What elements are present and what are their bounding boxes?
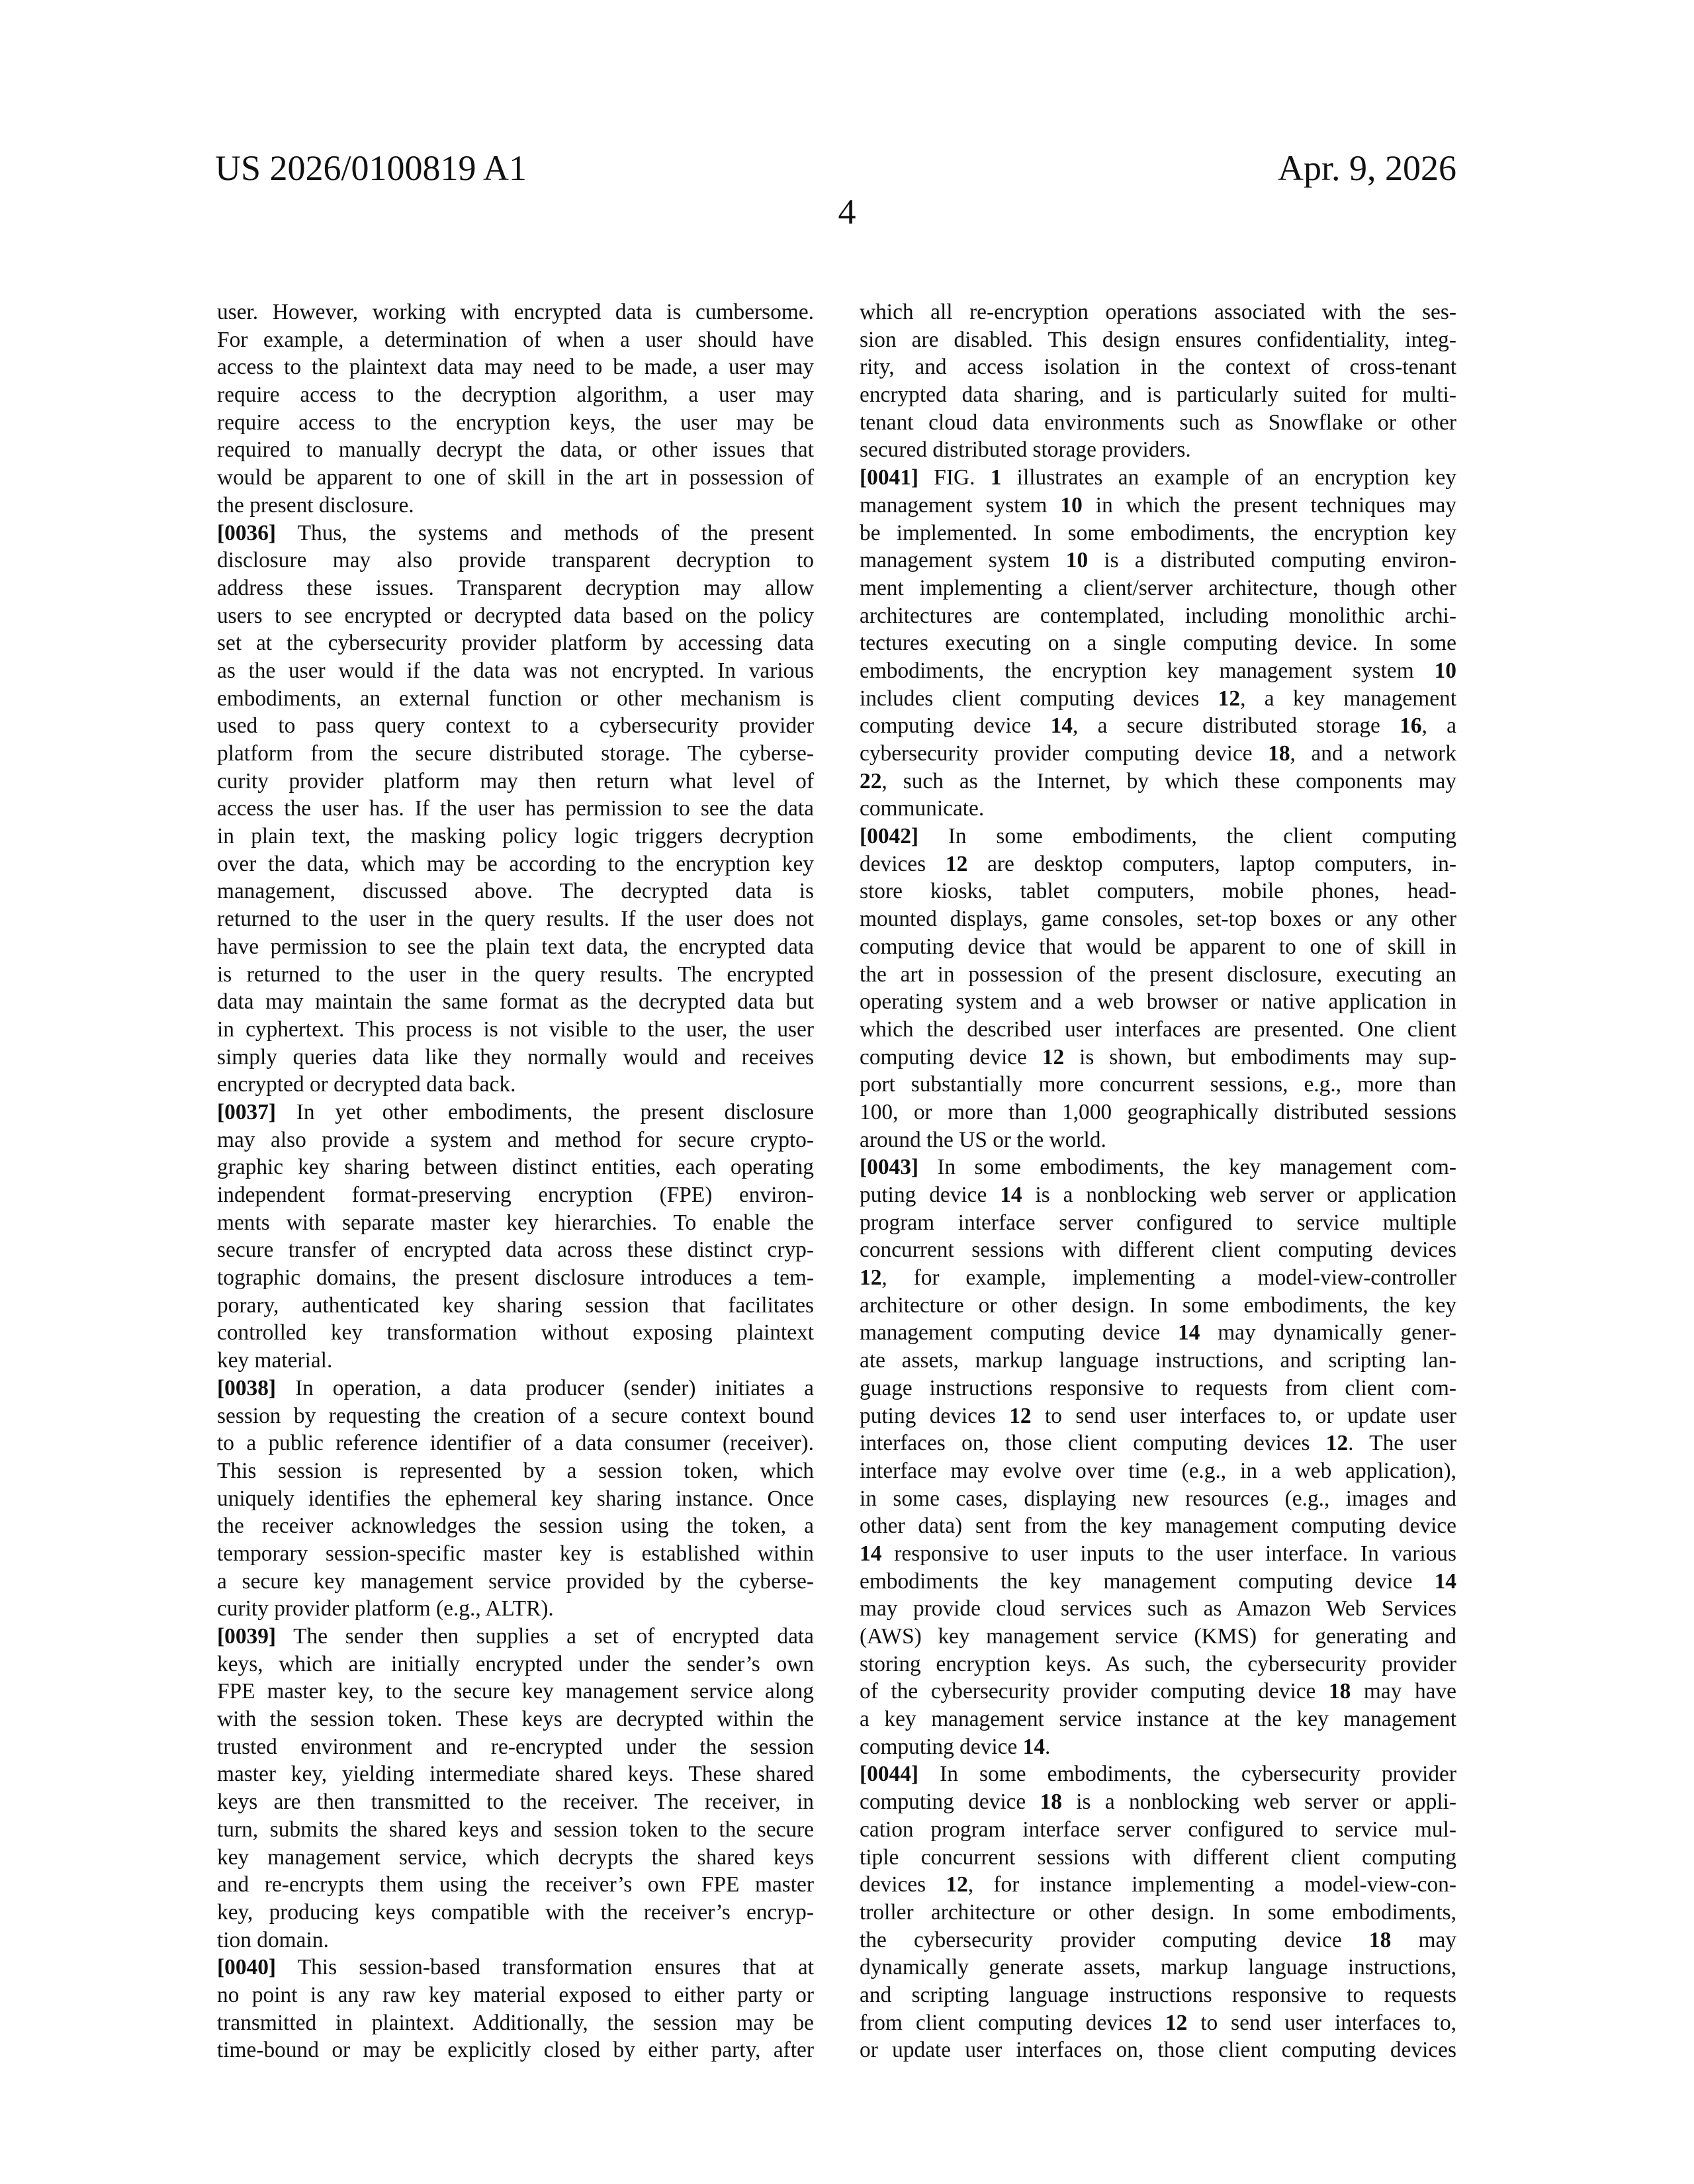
text-line	[860, 326, 1456, 354]
line-text: in some cases, displaying new resources (e.g., images and	[860, 1486, 1456, 1511]
text-line	[217, 1485, 814, 1513]
text-line	[217, 1706, 814, 1733]
text-line	[217, 353, 814, 381]
text-line	[860, 712, 1456, 740]
line-text: no point is any raw key material exposed to either party or	[217, 1982, 814, 2007]
text-line	[217, 1071, 814, 1099]
line-text: In operation, a data producer (sender) initiates a	[276, 1375, 814, 1400]
text-line	[860, 1568, 1456, 1596]
line-text: address these issues. Transparent decryption may allow	[217, 575, 814, 600]
text-line	[860, 1595, 1456, 1623]
text-line	[860, 1126, 1456, 1154]
line-text: have permission to see the plain text data, the encrypted data	[217, 934, 814, 959]
text-line	[217, 1899, 814, 1927]
text-line	[860, 492, 1456, 520]
text-line	[860, 1512, 1456, 1540]
line-text: the present disclosure.	[217, 492, 414, 518]
line-text: operating system and a web browser or native application in	[860, 989, 1456, 1015]
text-line	[217, 1430, 814, 1457]
text-line	[860, 1402, 1456, 1430]
line-text: port substantially more concurrent sessions, e.g., more than	[860, 1072, 1456, 1097]
text-line	[217, 823, 814, 850]
text-line	[860, 1788, 1456, 1816]
line-text: store kiosks, tablet computers, mobile phones, head-	[860, 879, 1456, 904]
line-text: used to pass query context to a cybersecurity provider	[217, 713, 814, 739]
line-text: FPE master key, to the secure key management service along	[217, 1679, 814, 1704]
line-text: includes client computing devices 12, a key management	[860, 686, 1456, 711]
line-text: key management service, which decrypts the shared keys	[217, 1844, 814, 1870]
line-text: user. However, working with encrypted data is cumbersome.	[217, 300, 814, 324]
text-line	[217, 1209, 814, 1237]
line-text: data may maintain the same format as the decrypted data but	[217, 989, 814, 1015]
text-line	[217, 436, 814, 464]
line-text: and re-encrypts them using the receiver’s own FPE master	[217, 1872, 814, 1897]
text-line	[860, 1044, 1456, 1071]
line-text: secured distributed storage providers.	[860, 437, 1191, 463]
line-text: devices 12 are desktop computers, laptop computers, in-	[860, 851, 1456, 876]
text-line	[217, 1319, 814, 1347]
paragraph-number: [0039]	[217, 1624, 277, 1649]
line-text: transmitted in plaintext. Additionally, the session may be	[217, 2010, 814, 2035]
text-line	[217, 2036, 814, 2064]
paragraph-number: [0042]	[860, 824, 919, 849]
text-line	[860, 1430, 1456, 1457]
text-line	[217, 850, 814, 878]
text-line	[860, 1540, 1456, 1568]
line-text: a key management service instance at the key management	[860, 1707, 1456, 1732]
text-line	[217, 1595, 814, 1623]
text-line	[860, 1292, 1456, 1320]
paragraph-start-line	[217, 1623, 814, 1651]
line-text: in cyphertext. This process is not visible to the user, the user	[217, 1017, 814, 1042]
line-text: may provide cloud services such as Amazon Web Services	[860, 1596, 1456, 1621]
line-text: as the user would if the data was not encrypted. In various	[217, 658, 814, 683]
line-text: interface may evolve over time (e.g., in a web application),	[860, 1458, 1456, 1483]
line-text: from client computing devices 12 to send user interfaces to,	[860, 2010, 1456, 2035]
line-text: the cybersecurity provider computing device 18 may	[860, 1927, 1456, 1952]
line-text: computing device 12 is shown, but embodiments may sup-	[860, 1044, 1456, 1069]
text-line	[860, 1816, 1456, 1844]
text-line	[217, 1816, 814, 1844]
text-line	[217, 1154, 814, 1181]
line-text: access to the plaintext data may need to be made, a user may	[217, 355, 814, 380]
line-text: encrypted data sharing, and is particularly suited for multi-	[860, 383, 1456, 408]
text-line	[217, 1016, 814, 1044]
line-text: keys, which are initially encrypted under the sender’s own	[217, 1651, 814, 1676]
line-text: For example, a determination of when a user should have	[217, 327, 814, 352]
text-line	[217, 298, 814, 326]
text-line	[860, 353, 1456, 381]
text-line	[217, 629, 814, 657]
text-line	[860, 933, 1456, 961]
line-text: key, producing keys compatible with the receiver’s encryp-	[217, 1899, 814, 1925]
text-line	[860, 1844, 1456, 1872]
line-text: master key, yielding intermediate shared keys. These shared	[217, 1762, 814, 1787]
text-line	[860, 547, 1456, 574]
line-text: management, discussed above. The decrypted data is	[217, 879, 814, 904]
text-line	[860, 685, 1456, 713]
line-text: embodiments the key management computing device 14	[860, 1569, 1456, 1594]
paragraph-start-line	[217, 1099, 814, 1126]
text-line	[217, 1651, 814, 1678]
line-text: independent format-preserving encryption (FPE) environ-	[217, 1183, 814, 1207]
line-text: FIG. 1 illustrates an example of an encryption key	[918, 465, 1456, 490]
line-text: uniquely identifies the ephemeral key sharing instance. Once	[217, 1486, 814, 1511]
line-text: encrypted or decrypted data back.	[217, 1072, 516, 1097]
text-line	[860, 436, 1456, 464]
text-line	[860, 381, 1456, 409]
line-text: and scripting language instructions responsive to requests	[860, 1982, 1456, 2007]
text-line	[217, 685, 814, 713]
text-line	[860, 1871, 1456, 1899]
line-text: require access to the decryption algorithm, a user may	[217, 383, 814, 408]
line-text: In some embodiments, the cybersecurity provider	[918, 1762, 1456, 1787]
line-text: management system 10 is a distributed computing environ-	[860, 548, 1456, 573]
text-line	[217, 1181, 814, 1209]
line-text: access the user has. If the user has permission to see the data	[217, 796, 814, 821]
paragraph-start-line	[217, 1375, 814, 1402]
text-line	[860, 878, 1456, 905]
right-text-column	[860, 298, 1456, 2064]
line-text: keys are then transmitted to the receiver. The receiver, in	[217, 1790, 814, 1815]
line-text: trusted environment and re-encrypted under the session	[217, 1734, 814, 1759]
line-text: management computing device 14 may dynamically gener-	[860, 1320, 1456, 1345]
text-line	[860, 961, 1456, 989]
publication-number: US 2026/0100819 A1	[215, 148, 527, 188]
paragraph-number: [0044]	[860, 1762, 919, 1787]
text-line	[217, 1126, 814, 1154]
left-text-column	[217, 298, 814, 2064]
line-text: devices 12, for instance implementing a model-view-con-	[860, 1872, 1456, 1897]
paragraph-start-line	[860, 464, 1456, 492]
line-text: embodiments, an external function or other mechanism is	[217, 686, 814, 711]
line-text: the receiver acknowledges the session using the token, a	[217, 1514, 814, 1539]
line-text: computing device that would be apparent to one of skill in	[860, 934, 1456, 959]
line-text: platform from the secure distributed storage. The cyberse-	[217, 741, 814, 766]
text-line	[860, 1264, 1456, 1292]
line-text: communicate.	[860, 796, 985, 821]
paragraph-start-line	[860, 823, 1456, 850]
text-line	[217, 1568, 814, 1596]
line-text: a secure key management service provided by the cyberse-	[217, 1569, 814, 1594]
text-line	[860, 1347, 1456, 1375]
text-line	[860, 795, 1456, 823]
line-text: computing device 14.	[860, 1734, 1051, 1759]
line-text: program interface server configured to service multiple	[860, 1210, 1456, 1235]
line-text: key material.	[217, 1348, 333, 1373]
text-line	[217, 326, 814, 354]
line-text: tion domain.	[217, 1927, 329, 1952]
line-text: required to manually decrypt the data, or other issues that	[217, 437, 814, 463]
text-line	[860, 1485, 1456, 1513]
line-text: graphic key sharing between distinct entities, each operating	[217, 1155, 814, 1180]
line-text: returned to the user in the query results. If the user does not	[217, 907, 814, 932]
text-line	[860, 1651, 1456, 1678]
text-line	[860, 602, 1456, 630]
line-text: is returned to the user in the query results. The encrypted	[217, 962, 814, 987]
text-line	[217, 905, 814, 933]
text-line	[217, 1871, 814, 1899]
line-text: or update user interfaces on, those client computing devices	[860, 2038, 1456, 2063]
line-text: time-bound or may be explicitly closed by either party, after	[217, 2038, 814, 2063]
text-line	[217, 574, 814, 602]
text-line	[217, 1347, 814, 1375]
line-text: 14 responsive to user inputs to the user interface. In various	[860, 1541, 1456, 1566]
line-text: which all re-encryption operations associated with the ses-	[860, 300, 1456, 324]
line-text: around the US or the world.	[860, 1127, 1106, 1152]
line-text: with the session token. These keys are decrypted within the	[217, 1707, 814, 1732]
text-line	[860, 1457, 1456, 1485]
line-text: set at the cybersecurity provider platform by accessing data	[217, 631, 814, 656]
line-text: curity provider platform (e.g., ALTR).	[217, 1596, 554, 1621]
text-line	[860, 768, 1456, 796]
paragraph-number: [0038]	[217, 1375, 277, 1400]
text-line	[217, 961, 814, 989]
text-line	[860, 298, 1456, 326]
line-text: the art in possession of the present disclosure, executing an	[860, 962, 1456, 987]
line-text: other data) sent from the key management computing device	[860, 1514, 1456, 1539]
line-text: session by requesting the creation of a secure context bound	[217, 1403, 814, 1428]
text-line	[860, 2009, 1456, 2037]
line-text: 22, such as the Internet, by which these components may	[860, 768, 1456, 794]
text-line	[217, 602, 814, 630]
text-line	[860, 1954, 1456, 1981]
line-text: computing device 18 is a nonblocking web server or appli-	[860, 1790, 1456, 1815]
text-line	[217, 740, 814, 768]
text-line	[860, 740, 1456, 768]
line-text: In yet other embodiments, the present disclosure	[276, 1099, 814, 1124]
text-line	[217, 381, 814, 409]
text-line	[217, 1402, 814, 1430]
text-line	[860, 1319, 1456, 1347]
line-text: which the described user interfaces are presented. One client	[860, 1017, 1456, 1042]
line-text: controlled key transformation without exposing plaintext	[217, 1320, 814, 1345]
text-line	[217, 1292, 814, 1320]
text-line	[217, 1044, 814, 1071]
line-text: be implemented. In some embodiments, the encryption key	[860, 520, 1456, 545]
text-line	[860, 1678, 1456, 1706]
text-line	[860, 1099, 1456, 1126]
text-line	[860, 1236, 1456, 1264]
paragraph-start-line	[860, 1154, 1456, 1181]
text-line	[217, 712, 814, 740]
line-text: over the data, which may be according to the encryption key	[217, 851, 814, 876]
line-text: temporary session-specific master key is established within	[217, 1541, 814, 1566]
paragraph-number: [0041]	[860, 465, 919, 490]
line-text: to a public reference identifier of a data consumer (receiver).	[217, 1431, 814, 1456]
line-text: puting device 14 is a nonblocking web server or application	[860, 1183, 1456, 1207]
line-text: disclosure may also provide transparent decryption to	[217, 548, 814, 573]
line-text: (AWS) key management service (KMS) for generating and	[860, 1624, 1456, 1649]
line-text: concurrent sessions with different client computing devices	[860, 1238, 1456, 1263]
line-text: in plain text, the masking policy logic triggers decryption	[217, 824, 814, 849]
line-text: tenant cloud data environments such as Snowflake or other	[860, 410, 1456, 435]
text-line	[860, 905, 1456, 933]
line-text: cation program interface server configured to service mul-	[860, 1817, 1456, 1842]
text-line	[860, 1706, 1456, 1733]
line-text: mounted displays, game consoles, set-top boxes or any other	[860, 907, 1456, 932]
line-text: management system 10 in which the present techniques may	[860, 492, 1456, 518]
line-text: curity provider platform may then return what level of	[217, 768, 814, 794]
line-text: puting devices 12 to send user interfaces to, or update user	[860, 1403, 1456, 1428]
text-line	[860, 574, 1456, 602]
line-text: ments with separate master key hierarchies. To enable the	[217, 1210, 814, 1235]
line-text: sion are disabled. This design ensures confidentiality, integ-	[860, 327, 1456, 352]
line-text: porary, authenticated key sharing session that facilitates	[217, 1293, 814, 1318]
text-line	[217, 988, 814, 1016]
text-line	[860, 1181, 1456, 1209]
line-text: of the cybersecurity provider computing device 18 may have	[860, 1679, 1456, 1704]
line-text: rity, and access isolation in the context of cross-tenant	[860, 355, 1456, 380]
text-line	[860, 409, 1456, 437]
line-text: Thus, the systems and methods of the present	[276, 520, 814, 545]
paragraph-number: [0043]	[860, 1155, 919, 1180]
line-text: architecture or other design. In some embodiments, the key	[860, 1293, 1456, 1318]
line-text: would be apparent to one of skill in the art in possession of	[217, 465, 814, 490]
text-line	[217, 657, 814, 685]
line-text: require access to the encryption keys, the user may be	[217, 410, 814, 435]
text-line	[860, 1071, 1456, 1099]
text-line	[217, 768, 814, 796]
text-line	[860, 1981, 1456, 2009]
paragraph-number: [0036]	[217, 520, 277, 545]
text-line	[217, 878, 814, 905]
paragraph-start-line	[860, 1760, 1456, 1788]
page-number: 4	[838, 192, 856, 232]
line-text: tiple concurrent sessions with different client computing	[860, 1844, 1456, 1870]
text-line	[217, 1788, 814, 1816]
text-line	[217, 795, 814, 823]
text-line	[217, 1981, 814, 2009]
text-line	[217, 2009, 814, 2037]
text-line	[860, 1623, 1456, 1651]
line-text: secure transfer of encrypted data across these distinct cryp-	[217, 1238, 814, 1263]
line-text: turn, submits the shared keys and session token to the secure	[217, 1817, 814, 1842]
line-text: In some embodiments, the key management com-	[918, 1155, 1456, 1180]
text-line	[217, 1760, 814, 1788]
text-line	[217, 409, 814, 437]
line-text: simply queries data like they normally would and receives	[217, 1044, 814, 1069]
publication-date: Apr. 9, 2026	[1278, 148, 1456, 188]
text-line	[860, 1016, 1456, 1044]
line-text: embodiments, the encryption key management system 10	[860, 658, 1456, 683]
text-line	[217, 1540, 814, 1568]
line-text: This session-based transformation ensures that at	[276, 1955, 814, 1980]
text-line	[217, 492, 814, 520]
line-text: 100, or more than 1,000 geographically distributed sessions	[860, 1099, 1456, 1124]
text-line	[217, 1457, 814, 1485]
line-text: This session is represented by a session token, which	[217, 1458, 814, 1483]
text-line	[860, 988, 1456, 1016]
line-text: storing encryption keys. As such, the cybersecurity provider	[860, 1651, 1456, 1676]
text-line	[860, 657, 1456, 685]
line-text: tographic domains, the present disclosure introduces a tem-	[217, 1265, 814, 1291]
line-text: In some embodiments, the client computing	[918, 824, 1456, 849]
paragraph-number: [0037]	[217, 1099, 277, 1124]
text-line	[217, 547, 814, 574]
text-line	[860, 1733, 1456, 1761]
text-line	[860, 1927, 1456, 1954]
line-text: computing device 14, a secure distributed storage 16, a	[860, 713, 1456, 739]
paragraph-start-line	[217, 520, 814, 547]
text-line	[217, 1733, 814, 1761]
text-line	[217, 933, 814, 961]
paragraph-start-line	[217, 1954, 814, 1981]
text-line	[860, 1375, 1456, 1402]
line-text: architectures are contemplated, including monolithic archi-	[860, 603, 1456, 628]
text-line	[217, 1236, 814, 1264]
line-text: may also provide a system and method for secure crypto-	[217, 1127, 814, 1152]
line-text: users to see encrypted or decrypted data based on the policy	[217, 603, 814, 628]
line-text: cybersecurity provider computing device 18, and a network	[860, 741, 1456, 766]
text-line	[217, 1264, 814, 1292]
line-text: 12, for example, implementing a model-view-controller	[860, 1265, 1456, 1291]
text-line	[860, 850, 1456, 878]
line-text: The sender then supplies a set of encrypted data	[276, 1624, 814, 1649]
text-line	[860, 1209, 1456, 1237]
line-text: dynamically generate assets, markup language instructions,	[860, 1955, 1456, 1980]
text-line	[860, 1899, 1456, 1927]
text-line	[860, 520, 1456, 547]
text-line	[217, 1678, 814, 1706]
line-text: interfaces on, those client computing devices 12. The user	[860, 1431, 1456, 1456]
text-line	[217, 1512, 814, 1540]
text-line	[217, 464, 814, 492]
line-text: guage instructions responsive to requests from client com-	[860, 1375, 1456, 1400]
line-text: tectures executing on a single computing device. In some	[860, 631, 1456, 656]
line-text: troller architecture or other design. In some embodiments,	[860, 1899, 1456, 1925]
text-line	[860, 2036, 1456, 2064]
text-line	[217, 1927, 814, 1954]
paragraph-number: [0040]	[217, 1955, 277, 1980]
text-line	[860, 629, 1456, 657]
text-line	[217, 1844, 814, 1872]
line-text: ate assets, markup language instructions, and scripting lan-	[860, 1348, 1456, 1373]
line-text: ment implementing a client/server architecture, though other	[860, 575, 1456, 600]
